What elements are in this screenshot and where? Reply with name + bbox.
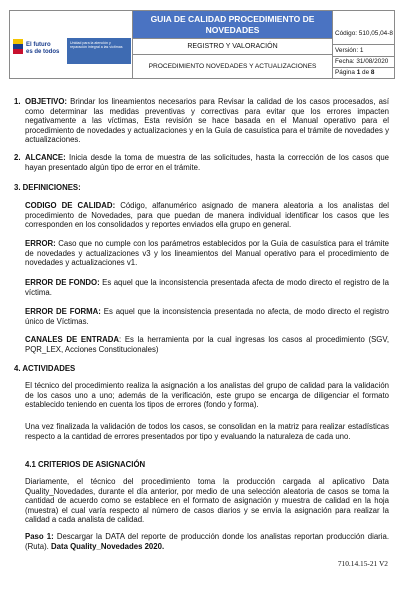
meta-divider (333, 44, 394, 45)
definition-text: Caso que no cumple con los parámetros establecidos por la Guía de casuística para el trámite de novedades y actualizaciones v3 y los lineamientos del Manual operativo para el procedimiento de novedades y actualizaciones v1. (25, 239, 389, 268)
section-alcance (25, 153, 389, 172)
definition-codigo-calidad (25, 201, 389, 230)
actividades-paragraph-1: El técnico del procedimiento realiza la asignación a los analistas del grupo de calidad para la validación de los casos uno a uno; además de la verificación, este grupo se encarga de diligenciar el formato establecido teniendo en cuenta los tipos de errores (fondo y forma). (25, 381, 389, 410)
document-process: PROCEDIMIENTO NOVEDADES Y ACTUALIZACIONES (148, 63, 317, 70)
page-prefix: Página (335, 69, 357, 76)
colombia-shield-icon (12, 38, 24, 56)
document-code: Código: 510,05,04-8 (335, 30, 393, 37)
section-label: OBJETIVO: (25, 97, 68, 106)
definition-text: : Es la herramienta por la cual ingresas los casos al procedimiento (SGV, PQR_LEX, Acciones Constitucionales) (25, 335, 389, 354)
section-heading-definiciones: 3. DEFINICIONES: (14, 183, 81, 192)
meta-divider (333, 56, 394, 57)
definition-term: CODIGO DE CALIDAD: (25, 201, 116, 210)
gov-logo-line-1: El futuro (26, 42, 51, 48)
definition-term: CANALES DE ENTRADA (25, 335, 119, 344)
page-total: 8 (370, 69, 375, 76)
section-text: Inicia desde la toma de muestra de las solicitudes, hasta la corrección de los casos que hayan presentado algún tipo de error en el trámite. (25, 153, 389, 172)
header-title-area (133, 11, 333, 78)
page-of: de (360, 69, 371, 76)
logo-area (10, 11, 133, 78)
definition-error (25, 239, 389, 268)
gov-logo-line-2: es de todos (26, 49, 60, 55)
definition-text: Código, alfanumérico asignado de manera aleatoria a los analistas del procedimiento de Novedades, para que puedan de manera individual identificar los casos que les corresponden en los consolidados y reportes enviados ella grupo en general. (25, 201, 389, 230)
section-heading-actividades: 4. ACTIVIDADES (14, 364, 76, 373)
header-meta-area (333, 11, 394, 78)
document-version: Versión: 1 (335, 47, 364, 54)
step-path: Data Quality_Novedades 2020. (51, 541, 165, 551)
section-objetivo (25, 97, 389, 145)
section-heading-criterios: 4.1 CRITERIOS DE ASIGNACIÓN (25, 460, 146, 469)
meta-divider (333, 67, 394, 68)
paso-1 (25, 532, 389, 551)
section-label: ALCANCE: (25, 153, 66, 162)
definition-term: ERROR DE FORMA: (25, 307, 101, 316)
definition-term: ERROR: (25, 239, 56, 248)
document-date: Fecha: 31/08/2020 (335, 58, 389, 65)
footer-document-code: 710.14.15-21 V2 (337, 559, 388, 568)
criterios-paragraph: Diariamente, el técnico del procedimiento toma la producción cargada al aplicativo Data Quality_Novedades, durante el día anterior, por medio de una selección aleatoria de casos se toma la cantidad de acuerdo como se establece en el formato de asignación y muestra de calidad en la hoja (muestra) el cual varía respecto al número de casos diarios y se envía la asignación para realizar la calidad a cada analista de calidad. (25, 477, 389, 525)
definition-error-fondo (25, 278, 389, 297)
definition-error-forma (25, 307, 389, 326)
step-text: Descargar la DATA del reporte de producción donde los analistas reportan producción diaria. (Ruta). (25, 532, 389, 551)
section-number: 1. (14, 97, 21, 106)
definition-text: Es aquel que la inconsistencia presentada no afecta, de modo directo el registro único de Víctimas. (25, 307, 389, 326)
gov-logo (12, 38, 64, 64)
page-number: 1 (356, 69, 361, 76)
section-text: Brindar los lineamientos necesarios para Revisar la calidad de los casos procesados, así como determinar las medidas preventivas y correctivas para evitar que los errores impacten negativamente a las víctimas, Esta revisión se hace basada en el Manual operativo para el procedimiento de novedades y actualizaciones y en la Guía de casuística para el trámite de novedades y actualizaciones. (25, 97, 389, 145)
definition-text: Es aquel que la inconsistencia presentada afecta de modo directo el registro de la víctima. (25, 278, 389, 297)
unidad-victimas-logo: Unidad para la atención y reparación integral a las víctimas (67, 38, 131, 64)
definition-term: ERROR DE FONDO: (25, 278, 100, 287)
page-indicator (335, 69, 374, 76)
document-subtitle: REGISTRO Y VALORACIÓN (133, 39, 332, 55)
document-title: GUIA DE CALIDAD PROCEDIMIENTO DE NOVEDADES (133, 11, 332, 39)
step-label: Paso 1: (25, 532, 54, 541)
section-number: 2. (14, 153, 21, 162)
document-header (9, 10, 395, 79)
actividades-paragraph-2: Una vez finalizada la validación de todos los casos, se consolidan en la matriz para realizar estadísticas respecto a la cantidad de errores presentados por tipo y evaluando la naturaleza de cada uno. (25, 422, 389, 441)
definition-canales-entrada (25, 335, 389, 354)
